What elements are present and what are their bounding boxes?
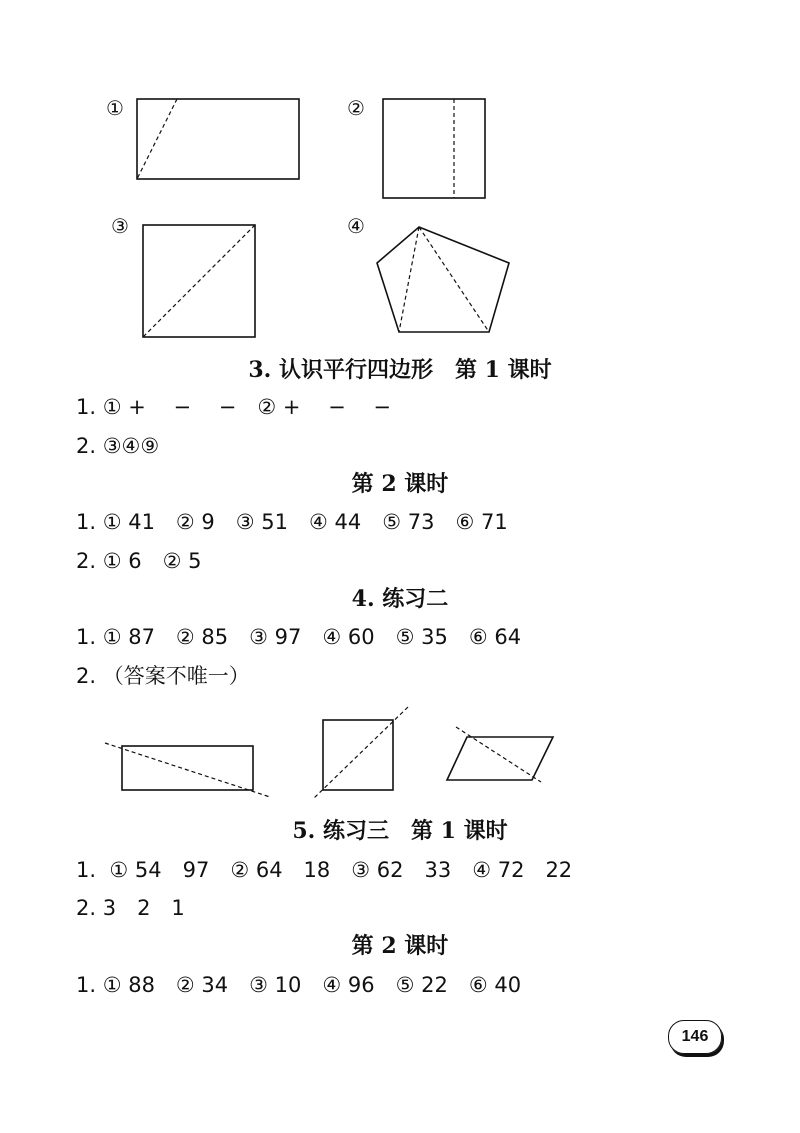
section-3-answer-1: 1. ① + − − ② + − −	[76, 395, 391, 419]
figure-3-square	[136, 218, 262, 344]
section-3-lesson-2-answer-2: 2. ① 6 ② 5	[76, 549, 202, 573]
section-5-title: 5. 练习三 第 1 课时	[292, 818, 508, 844]
figure-2-square	[376, 92, 496, 204]
figure-2-label: ②	[347, 96, 365, 120]
page-number: 146	[668, 1020, 722, 1054]
section-5-lesson-2-title: 第 2 课时	[351, 933, 449, 959]
figure-4-label: ④	[347, 214, 365, 238]
figure-1-rectangle	[130, 92, 310, 188]
figure-1-label: ①	[106, 96, 124, 120]
section-4-answer-1: 1. ① 87 ② 85 ③ 97 ④ 60 ⑤ 35 ⑥ 64	[76, 625, 522, 649]
answer-figure-square	[308, 704, 412, 802]
section-3-lesson-2-answer-1: 1. ① 41 ② 9 ③ 51 ④ 44 ⑤ 73 ⑥ 71	[76, 510, 508, 534]
section-3-answer-2: 2. ③④⑨	[76, 434, 160, 458]
answer-figure-parallelogram	[440, 722, 558, 786]
figure-3-label: ③	[111, 214, 129, 238]
figure-4-pentagon	[370, 220, 516, 338]
section-3-lesson-2-title: 第 2 课时	[351, 471, 449, 497]
section-5-answer-2: 2. 3 2 1	[76, 896, 185, 920]
section-5-answer-1: 1. ① 54 97 ② 64 18 ③ 62 33 ④ 72 22	[76, 858, 573, 882]
section-3-title: 3. 认识平行四边形 第 1 课时	[248, 357, 552, 383]
section-4-title: 4. 练习二	[351, 586, 449, 612]
answer-figure-rectangle	[100, 734, 276, 802]
section-4-answer-2: 2. （答案不唯一）	[76, 664, 250, 688]
section-5-lesson-2-answer-1: 1. ① 88 ② 34 ③ 10 ④ 96 ⑤ 22 ⑥ 40	[76, 973, 522, 997]
